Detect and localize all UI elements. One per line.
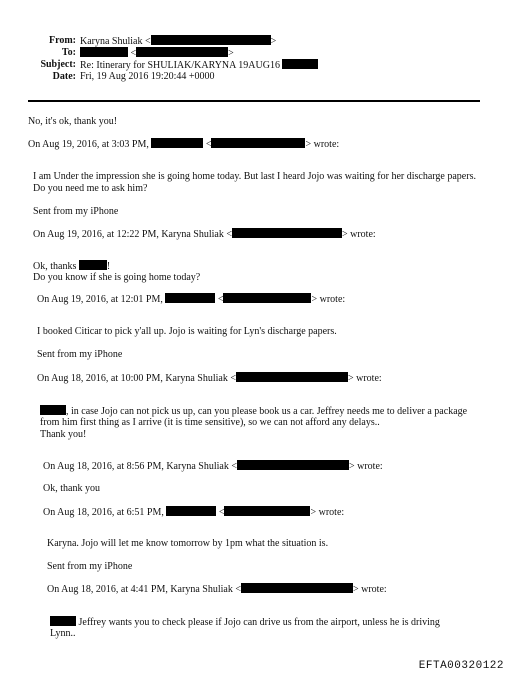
to-close: > <box>228 48 234 59</box>
redaction <box>211 138 305 148</box>
subject-text: Re: Itinerary for SHULIAK/KARYNA 19AUG16 <box>80 60 280 71</box>
redaction <box>40 405 66 415</box>
quote-text: > wrote: <box>341 229 376 240</box>
message-7: Karyna. Jojo will let me know tomorrow by 1pm what the situation is. <box>47 538 329 549</box>
message-5-line-2: from him first thing as I arrive (it is time sensitive), so we can not afford any delays.. <box>40 417 380 428</box>
to-label: To: <box>61 47 76 58</box>
redaction <box>166 506 216 516</box>
date-label: Date: <box>52 71 76 82</box>
quote-line-1 <box>28 138 339 151</box>
quote-line-7 <box>47 583 387 596</box>
redaction <box>236 372 348 382</box>
to-mid: < <box>128 48 137 59</box>
redaction <box>80 47 128 57</box>
quote-text: On Aug 19, 2016, at 3:03 PM, <box>28 139 149 150</box>
quote-text: > wrote: <box>347 373 382 384</box>
from-name: Karyna Shuliak < <box>80 36 151 47</box>
document-id: EFTA00320122 <box>418 660 504 672</box>
redaction <box>151 35 271 45</box>
quote-text: On Aug 18, 2016, at 6:51 PM, <box>43 507 164 518</box>
quote-text: On Aug 19, 2016, at 12:22 PM, Karyna Shuliak < <box>33 229 232 240</box>
quote-text: < <box>203 139 212 150</box>
message-text: Ok, thanks <box>33 261 77 272</box>
from-label: From: <box>48 35 76 46</box>
quote-line-6 <box>43 506 344 519</box>
message-2-line-2: Do you need me to ask him? <box>33 183 148 194</box>
quote-text: > wrote: <box>310 507 345 518</box>
redaction <box>50 616 76 626</box>
message-3-line-2: Do you know if she is going home today? <box>33 272 201 283</box>
redaction <box>282 59 318 69</box>
redaction <box>79 260 107 270</box>
quote-line-4 <box>37 372 382 385</box>
redaction <box>224 506 310 516</box>
message-6: Ok, thank you <box>43 483 100 494</box>
quote-text: On Aug 18, 2016, at 4:41 PM, Karyna Shuliak < <box>47 584 241 595</box>
message-text: ! <box>106 261 111 272</box>
quote-text: > wrote: <box>348 461 383 472</box>
message-2-line-1: I am Under the impression she is going home today. But last I heard Jojo was waiting for her discharge papers. <box>33 171 476 182</box>
quote-text: < <box>216 507 225 518</box>
message-5-line-3: Thank you! <box>40 429 87 440</box>
subject-label: Subject: <box>40 59 76 70</box>
signature-3: Sent from my iPhone <box>47 561 133 572</box>
redaction <box>232 228 342 238</box>
quote-text: < <box>215 294 224 305</box>
redaction <box>165 293 215 303</box>
redaction <box>241 583 353 593</box>
quote-text: On Aug 18, 2016, at 10:00 PM, Karyna Shuliak < <box>37 373 236 384</box>
signature-1: Sent from my iPhone <box>33 206 119 217</box>
message-1: No, it's ok, thank you! <box>28 116 118 127</box>
message-8-line-1 <box>50 616 440 629</box>
message-text: Jeffrey wants you to check please if Jojo can drive us from the airport, unless he is driving <box>76 617 440 628</box>
redaction <box>237 460 349 470</box>
quote-line-3 <box>37 293 345 306</box>
date-value: Fri, 19 Aug 2016 19:20:44 +0000 <box>80 71 215 82</box>
redaction <box>136 47 228 57</box>
header-divider <box>28 100 480 102</box>
from-close: > <box>270 36 277 47</box>
redaction <box>223 293 311 303</box>
quote-text: > wrote: <box>352 584 387 595</box>
quote-text: > wrote: <box>311 294 346 305</box>
message-8-line-2: Lynn.. <box>50 628 76 639</box>
quote-text: > wrote: <box>305 139 340 150</box>
message-4: I booked Citicar to pick y'all up. Jojo is waiting for Lyn's discharge papers. <box>37 326 337 337</box>
signature-2: Sent from my iPhone <box>37 349 123 360</box>
redaction <box>151 138 203 148</box>
quote-line-5 <box>43 460 383 473</box>
quote-line-2 <box>33 228 376 241</box>
quote-text: On Aug 18, 2016, at 8:56 PM, Karyna Shuliak < <box>43 461 237 472</box>
quote-text: On Aug 19, 2016, at 12:01 PM, <box>37 294 163 305</box>
message-text: , in case Jojo can not pick us up, can you please book us a car. Jeffrey needs me to deliver a package <box>66 406 468 417</box>
